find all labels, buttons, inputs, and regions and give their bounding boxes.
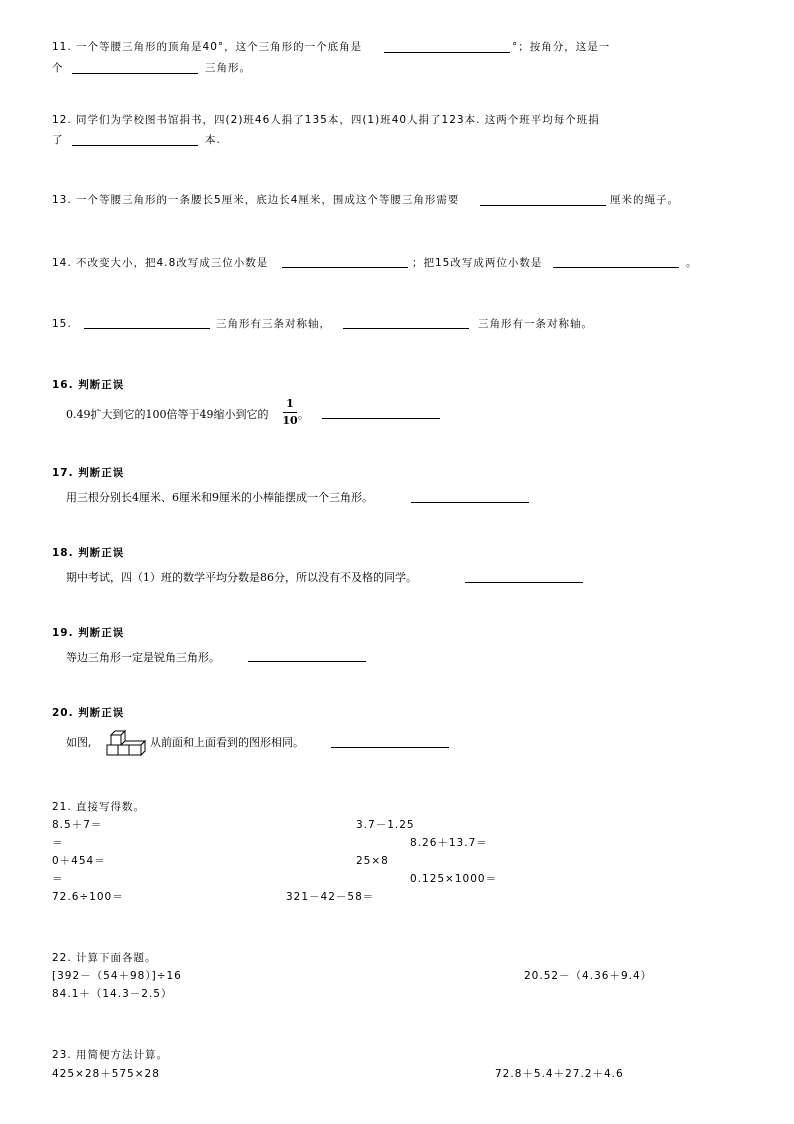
- question-21-title: 21. 直接写得数。: [52, 801, 146, 813]
- fraction-numerator: 1: [286, 397, 294, 410]
- expression-item: 72.8＋5.4＋27.2＋4.6: [495, 1068, 624, 1080]
- answer-blank[interactable]: [282, 267, 408, 268]
- answer-blank[interactable]: [72, 145, 198, 146]
- answer-blank[interactable]: [480, 205, 606, 206]
- question-text: 。: [298, 408, 309, 421]
- question-text: 本.: [205, 134, 221, 146]
- calc-item: 8.5＋7＝: [52, 819, 103, 831]
- question-text: 三角形有三条对称轴，: [216, 318, 331, 330]
- question-text: 三角形。: [205, 62, 251, 74]
- calc-item: ＝: [52, 837, 64, 849]
- calc-item: 72.6÷100＝: [52, 891, 124, 903]
- question-number: 11.: [52, 41, 72, 53]
- calc-item: 25×8: [356, 855, 389, 867]
- answer-blank[interactable]: [84, 328, 210, 329]
- answer-blank[interactable]: [411, 502, 529, 503]
- question-19-title: 19. 判断正误: [52, 627, 125, 639]
- question-number: 13.: [52, 194, 72, 206]
- question-text: 厘米的绳子。: [610, 194, 679, 206]
- question-text: 等边三角形一定是锐角三角形。: [66, 651, 220, 664]
- answer-blank[interactable]: [322, 418, 440, 419]
- question-text: 从前面和上面看到的图形相同。: [150, 736, 304, 749]
- expression-item: 84.1＋（14.3－2.5）: [52, 988, 173, 1000]
- question-16-title: 16. 判断正误: [52, 379, 125, 391]
- question-number: 14.: [52, 257, 72, 269]
- answer-blank[interactable]: [248, 661, 366, 662]
- calc-item: 0＋454＝: [52, 855, 106, 867]
- question-text: 同学们为学校图书馆捐书，四(2)班46人捐了135本，四(1)班40人捐了123本. 这两个班平均每个班捐: [76, 114, 600, 126]
- fraction-bar: [283, 412, 297, 413]
- question-text: 个: [52, 62, 64, 74]
- answer-blank[interactable]: [465, 582, 583, 583]
- question-22-title: 22. 计算下面各题。: [52, 952, 157, 964]
- answer-blank[interactable]: [72, 73, 198, 74]
- fraction-denominator: 10: [282, 414, 298, 427]
- answer-blank[interactable]: [384, 52, 510, 53]
- cube-stack-figure: [103, 727, 149, 761]
- question-text: 期中考试，四（1）班的数学平均分数是86分，所以没有不及格的同学。: [66, 571, 417, 584]
- question-text: 如图,: [66, 736, 92, 749]
- question-text: 用三根分别长4厘米、6厘米和9厘米的小棒能摆成一个三角形。: [66, 491, 373, 504]
- question-text: 一个等腰三角形的顶角是40°，这个三角形的一个底角是: [76, 41, 363, 53]
- question-text: 一个等腰三角形的一条腰长5厘米，底边长4厘米，围成这个等腰三角形需要: [76, 194, 460, 206]
- answer-blank[interactable]: [553, 267, 679, 268]
- calc-item: ＝: [52, 873, 64, 885]
- question-13-line: [52, 193, 459, 207]
- answer-blank[interactable]: [343, 328, 469, 329]
- expression-item: 20.52－（4.36＋9.4）: [524, 970, 653, 982]
- question-number: 12.: [52, 114, 72, 126]
- question-23-title: 23. 用简便方法计算。: [52, 1049, 169, 1061]
- answer-blank[interactable]: [331, 747, 449, 748]
- question-text: 三角形有一条对称轴。: [478, 318, 593, 330]
- expression-item: [392－（54＋98）]÷16: [52, 970, 182, 982]
- question-text: ；把15改写成两位小数是: [412, 257, 543, 269]
- question-text: 了: [52, 134, 64, 146]
- calc-item: 3.7－1.25: [356, 819, 415, 831]
- question-11-line-1: [52, 40, 362, 54]
- question-20-title: 20. 判断正误: [52, 707, 125, 719]
- question-number: 15.: [52, 318, 72, 330]
- expression-item: 425×28＋575×28: [52, 1068, 160, 1080]
- question-text: 0.49扩大到它的100倍等于49缩小到它的: [66, 408, 269, 421]
- question-17-title: 17. 判断正误: [52, 467, 125, 479]
- question-14-line: [52, 256, 268, 270]
- question-text: 不改变大小，把4.8改写成三位小数是: [76, 257, 269, 269]
- question-12-line-1: [52, 113, 600, 127]
- question-text: °；按角分，这是一: [512, 41, 611, 53]
- calc-item: 8.26＋13.7＝: [410, 837, 488, 849]
- question-text: 。: [686, 257, 698, 269]
- calc-item: 321－42－58＝: [286, 891, 375, 903]
- question-18-title: 18. 判断正误: [52, 547, 125, 559]
- calc-item: 0.125×1000＝: [410, 873, 498, 885]
